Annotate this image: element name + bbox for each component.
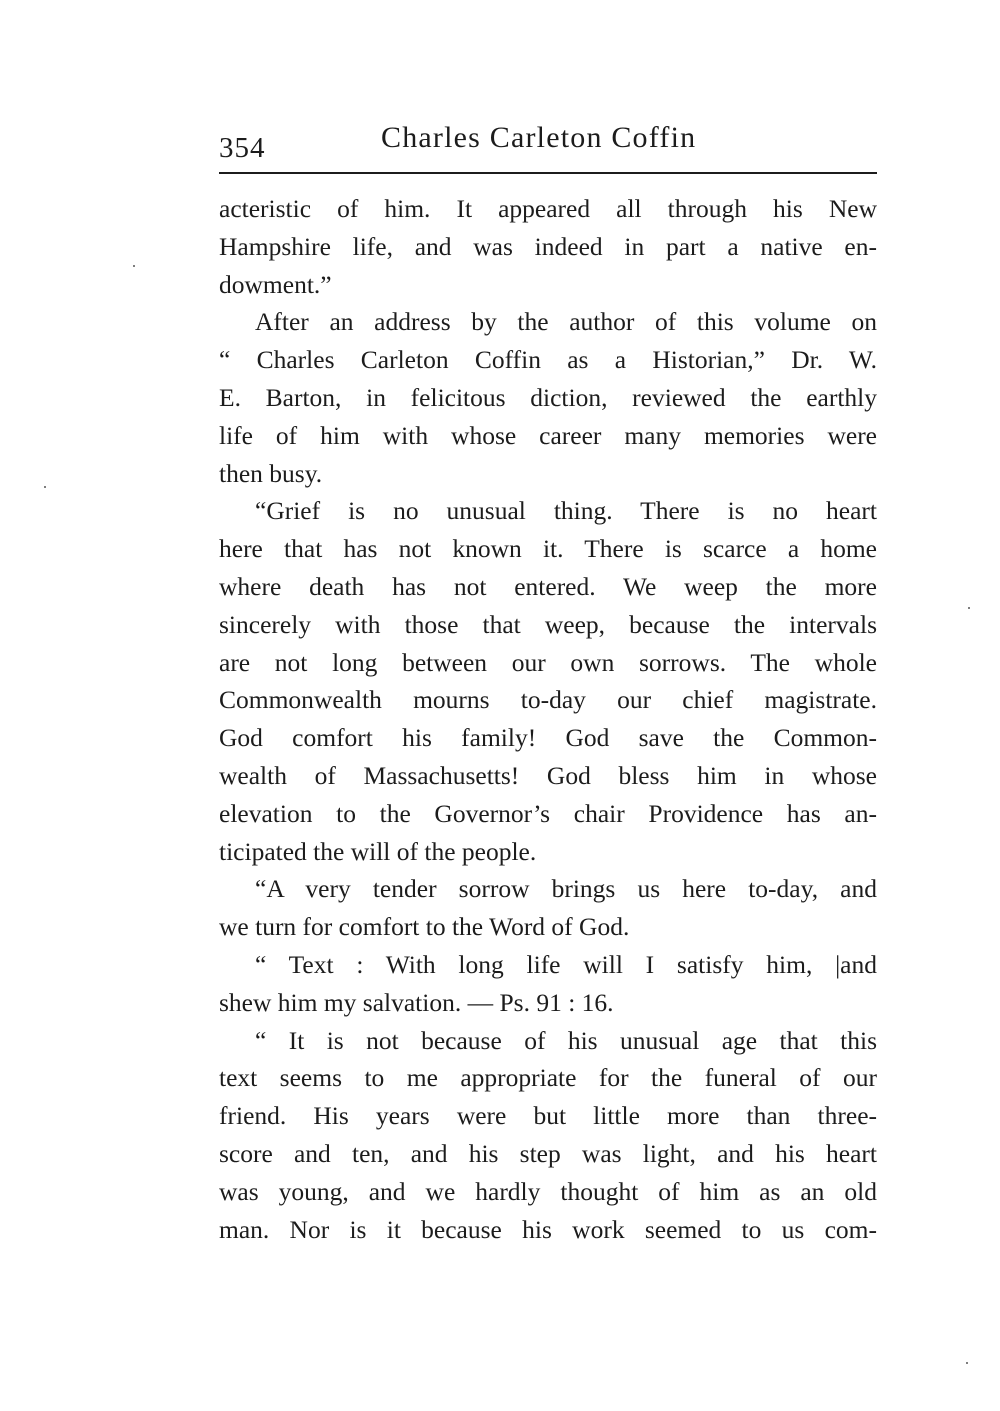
scan-speck bbox=[966, 1362, 968, 1364]
text-line: Hampshire life, and was indeed in part a native en- bbox=[219, 231, 877, 261]
scan-speck bbox=[44, 486, 46, 488]
running-head bbox=[219, 118, 877, 168]
text-line: text seems to me appropriate for the funeral of our bbox=[219, 1063, 877, 1093]
text-line: we turn for comfort to the Word of God. bbox=[219, 912, 630, 942]
body-text bbox=[219, 190, 877, 1248]
text-line: E. Barton, in felicitous diction, reviewed the earthly bbox=[219, 382, 877, 412]
text-line: friend. His years were but little more than three- bbox=[219, 1101, 877, 1131]
scan-speck bbox=[133, 265, 135, 267]
text-line: are not long between our own sorrows. The whole bbox=[219, 647, 877, 677]
text-line: dowment.” bbox=[219, 269, 332, 299]
text-line: acteristic of him. It appeared all through his New bbox=[219, 194, 877, 223]
text-line: “ Charles Carleton Coffin as a Historian,” Dr. W. bbox=[219, 345, 877, 375]
running-head-title: Charles Carleton Coffin bbox=[381, 121, 697, 154]
header-rule bbox=[219, 172, 877, 174]
page-number: 354 bbox=[219, 132, 266, 164]
text-line: “A very tender sorrow brings us here to-day, and bbox=[255, 874, 877, 904]
text-line: wealth of Massachusetts! God bless him in whose bbox=[219, 760, 877, 790]
text-line: man. Nor is it because his work seemed to us com- bbox=[219, 1214, 877, 1244]
scan-speck bbox=[968, 607, 970, 609]
text-line: here that has not known it. There is scarce a home bbox=[219, 534, 877, 564]
text-line: ticipated the will of the people. bbox=[219, 836, 537, 866]
text-line: Commonwealth mourns to-day our chief magistrate. bbox=[219, 685, 877, 715]
text-line: “Grief is no unusual thing. There is no heart bbox=[255, 496, 877, 526]
text-line: score and ten, and his step was light, and his heart bbox=[219, 1138, 877, 1168]
text-line: shew him my salvation. — Ps. 91 : 16. bbox=[219, 987, 614, 1017]
text-line: then busy. bbox=[219, 458, 323, 488]
text-line: “ It is not because of his unusual age that this bbox=[255, 1025, 877, 1055]
text-line: life of him with whose career many memories were bbox=[219, 420, 877, 450]
text-line: elevation to the Governor’s chair Providence has an- bbox=[219, 798, 877, 828]
text-line: “ Text : With long life will I satisfy him, |and bbox=[255, 949, 877, 979]
text-line: was young, and we hardly thought of him as an old bbox=[219, 1176, 877, 1206]
text-line: sincerely with those that weep, because the intervals bbox=[219, 609, 877, 639]
text-line: where death has not entered. We weep the more bbox=[219, 571, 877, 601]
text-line: After an address by the author of this volume on bbox=[255, 307, 877, 337]
text-line: God comfort his family! God save the Common- bbox=[219, 723, 877, 753]
